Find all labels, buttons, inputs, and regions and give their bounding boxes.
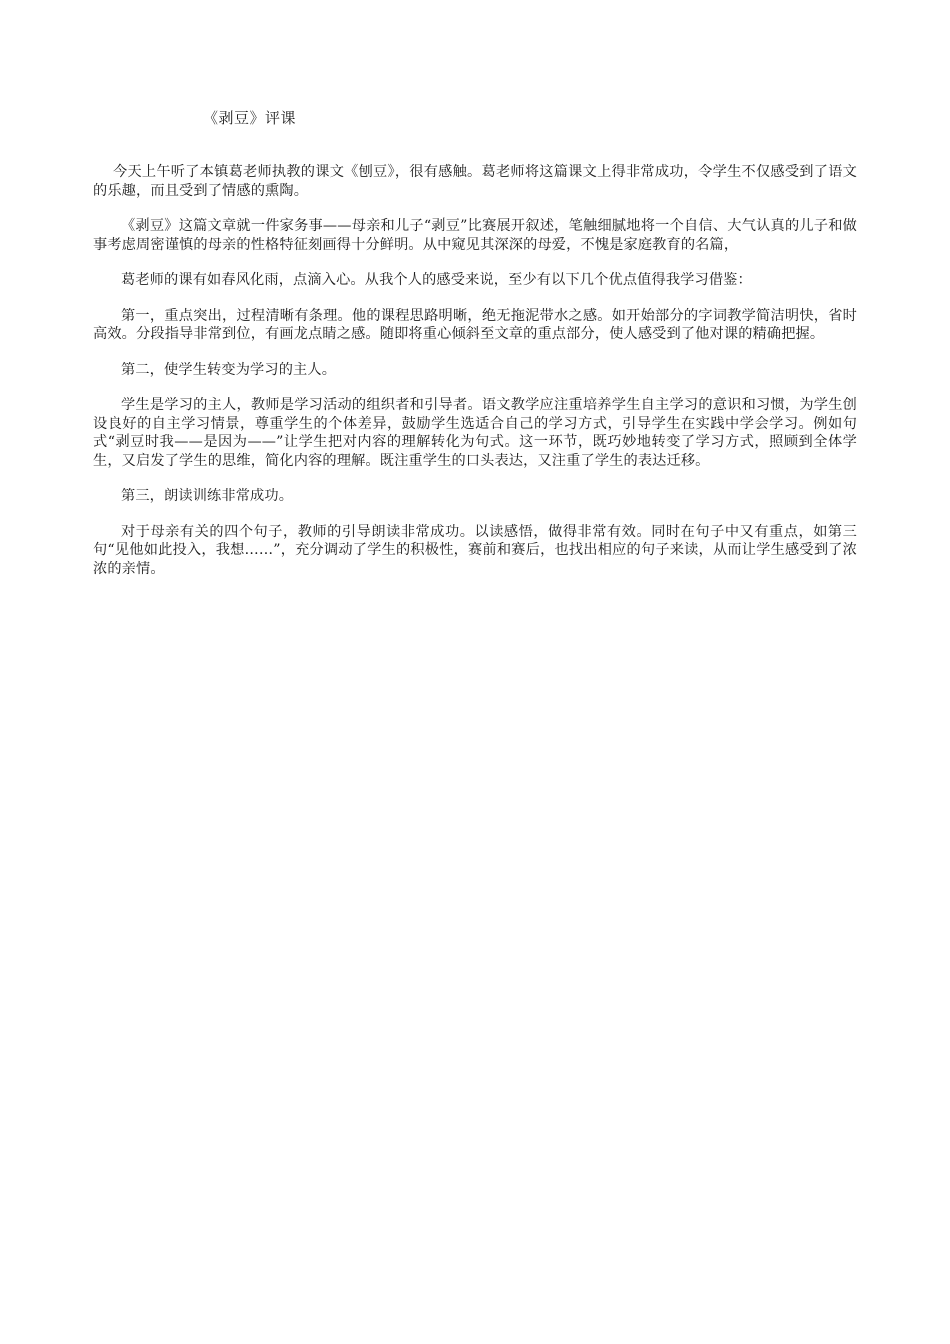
paragraph-point-three-heading: 第三，朗读训练非常成功。 bbox=[121, 488, 294, 504]
paragraph-overview: 葛老师的课有如春风化雨，点滴入心。从我个人的感受来说，至少有以下几个优点值得我学习借鉴： bbox=[121, 272, 752, 288]
paragraph-intro: 今天上午听了本镇葛老师执教的课文《刨豆》，很有感触。葛老师将这篇课文上得非常成功，令学生不仅感受到了语文的乐趣，而且受到了情感的熏陶。 bbox=[93, 164, 857, 199]
paragraph-point-two-detail: 学生是学习的主人，教师是学习活动的组织者和引导者。语文教学应注重培养学生自主学习的意识和习惯，为学生创设良好的自主学习情景，尊重学生的个体差异，鼓励学生选适合自己的学习方式，引导学生在实践中学会学习。例如句式“剥豆时我——是因为——”让学生把对内容的理解转化为句式。这一环节，既巧妙地转变了学习方式，照顾到全体学生，又启发了学生的思维，简化内容的理解。既注重学生的口头表达，又注重了学生的表达迁移。 bbox=[93, 397, 857, 469]
document-body bbox=[93, 163, 857, 595]
paragraph-point-two-heading: 第二，使学生转变为学习的主人。 bbox=[121, 361, 337, 378]
paragraph-point-one: 第一，重点突出，过程清晰有条理。他的课程思路明晰，绝无拖泥带水之感。如开始部分的字词教学简洁明快，省时高效。分段指导非常到位，有画龙点睛之感。随即将重心倾斜至文章的重点部分，使人感受到了他对课的精确把握。 bbox=[93, 307, 857, 342]
paragraph-summary: 《剥豆》这篇文章就一件家务事——母亲和儿子“剥豆”比赛展开叙述，笔触细腻地将一个自信、大气认真的儿子和做事考虑周密谨慎的母亲的性格特征刻画得十分鲜明。从中窥见其深深的母爱，不愧是家庭教育的名篇， bbox=[93, 218, 857, 253]
document-title: 《剥豆》评课 bbox=[203, 109, 297, 127]
paragraph-point-three-detail: 对于母亲有关的四个句子，教师的引导朗读非常成功。以读感悟，做得非常有效。同时在句子中又有重点，如第三句“见他如此投入，我想……”，充分调动了学生的积极性，赛前和赛后，也找出相应的句子来读，从而让学生感受到了浓浓的亲情。 bbox=[93, 523, 857, 577]
